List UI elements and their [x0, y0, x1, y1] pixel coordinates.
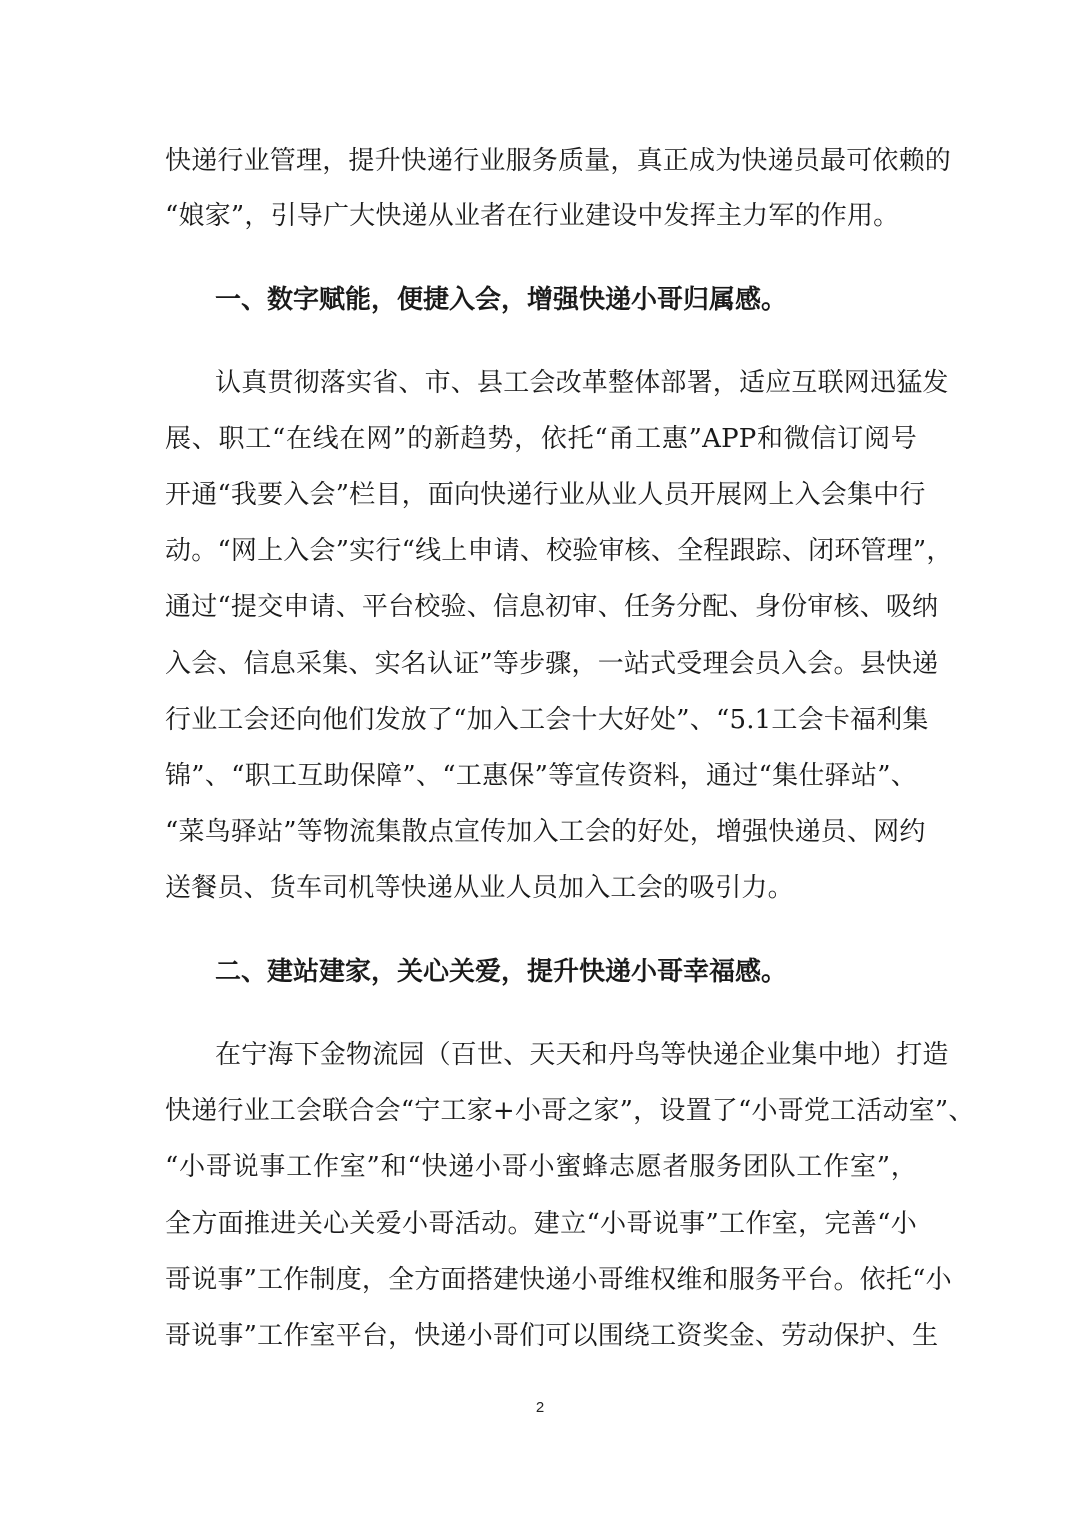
section1-line-2: 展、职工“在线在网”的新趋势，依托“甬工惠”APP和微信订阅号 — [165, 424, 917, 454]
section1-line-1: 认真贯彻落实省、市、县工会改革整体部署，适应互联网迅猛发 — [215, 368, 949, 398]
section1-line-9: “菜鸟驿站”等物流集散点宣传加入工会的好处，增强快递员、网约 — [165, 817, 926, 847]
intro-line-2: “娘家”，引导广大快递从业者在行业建设中发挥主力军的作用。 — [165, 201, 900, 231]
section1-line-8: 锦”、“职工互助保障”、“工惠保”等宣传资料，通过“集仕驿站”、 — [165, 761, 917, 791]
section1-line-10: 送餐员、货车司机等快递从业人员加入工会的吸引力。 — [165, 873, 794, 903]
section2-line-1: 在宁海下金物流园（百世、天天和丹鸟等快递企业集中地）打造 — [215, 1040, 949, 1070]
section1-line-4: 动。“网上入会”实行“线上申请、校验审核、全程跟踪、闭环管理”， — [165, 536, 953, 566]
section1-line-5: 通过“提交申请、平台校验、信息初审、任务分配、身份审核、吸纳 — [165, 592, 939, 622]
section1-line-3: 开通“我要入会”栏目，面向快递行业从业人员开展网上入会集中行 — [165, 480, 926, 510]
intro-line-1: 快递行业管理，提升快递行业服务质量，真正成为快递员最可依赖的 — [165, 146, 952, 176]
section1-heading: 一、数字赋能，便捷入会，增强快递小哥归属感。 — [215, 285, 788, 315]
section2-line-5: 哥说事”工作制度，全方面搭建快递小哥维权维和服务平台。依托“小 — [165, 1265, 952, 1295]
section2-line-4: 全方面推进关心关爱小哥活动。建立“小哥说事”工作室，完善“小 — [165, 1209, 917, 1239]
section2-line-6: 哥说事”工作室平台，快递小哥们可以围绕工资奖金、劳动保护、生 — [165, 1321, 939, 1351]
section2-heading: 二、建站建家，关心关爱，提升快递小哥幸福感。 — [215, 957, 788, 987]
section1-line-6: 入会、信息采集、实名认证”等步骤，一站式受理会员入会。县快递 — [165, 649, 939, 679]
section1-line-7: 行业工会还向他们发放了“加入工会十大好处”、“5.1工会卡福利集 — [165, 705, 929, 735]
section2-line-2: 快递行业工会联合会“宁工家+小哥之家”，设置了“小哥党工活动室”、 — [165, 1096, 975, 1126]
section2-line-3: “小哥说事工作室”和“快递小哥小蜜蜂志愿者服务团队工作室”， — [165, 1152, 917, 1182]
page-number: 2 — [535, 1399, 545, 1416]
